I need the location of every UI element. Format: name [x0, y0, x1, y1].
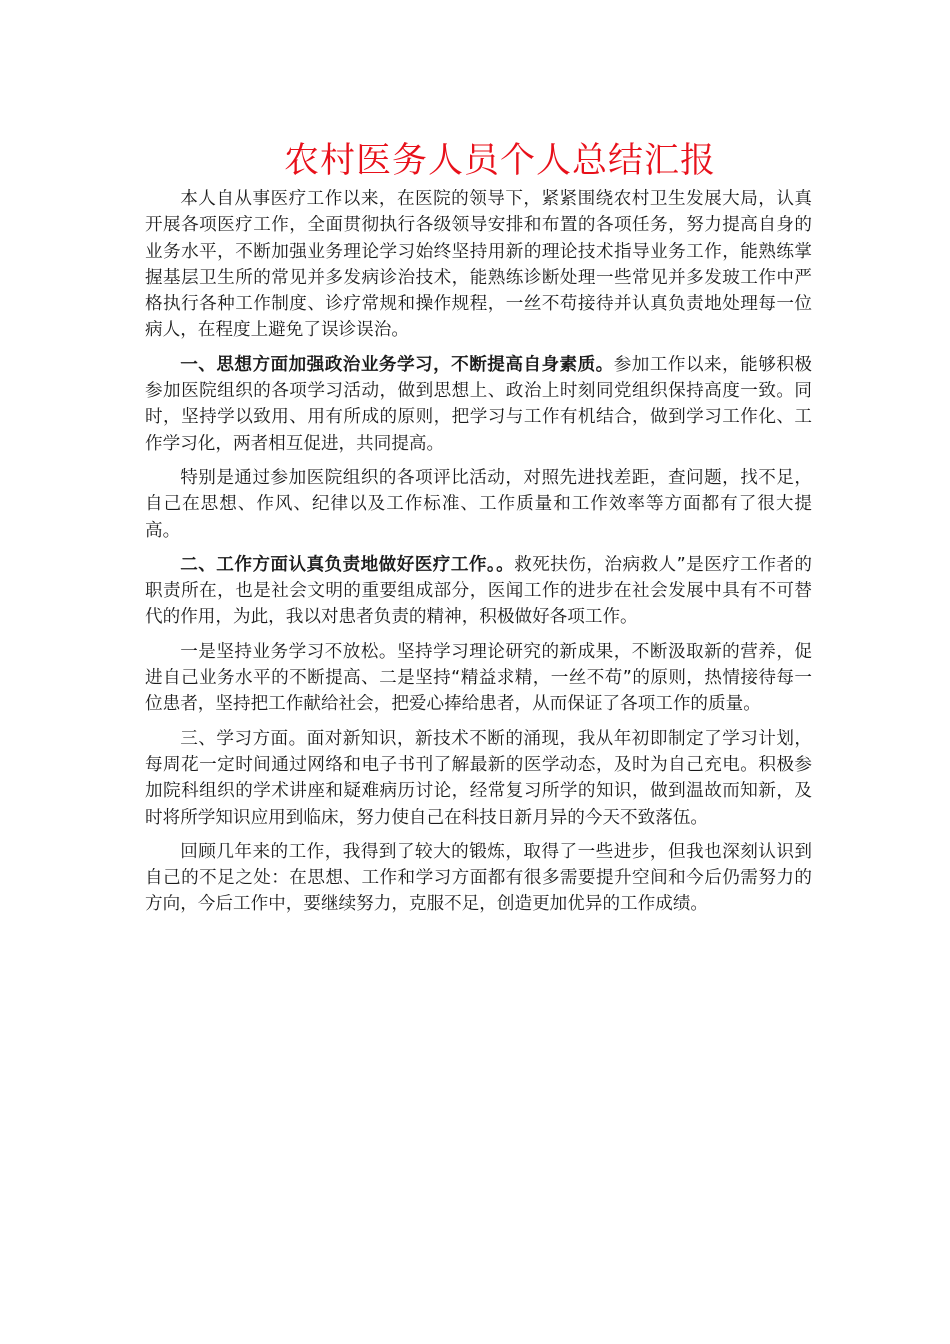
- document-title: 农村医务人员个人总结汇报: [283, 141, 716, 181]
- paragraph-work: [145, 552, 812, 631]
- paragraph-text: 特别是通过参加医院组织的各项评比活动，对照先进找差距，查问题，找不足，自己在思想、作风、纪律以及工作标准、工作质量和工作效率等方面都有了很大提高。: [145, 467, 812, 541]
- paragraph-text: 回顾几年来的工作，我得到了较大的锻炼，取得了一些进步，但我也深刻认识到自己的不足之处：在思想、工作和学习方面都有很多需要提升空间和今后仍需努力的方向，今后工作中，要继续努力，克服不足，创造更加优异的工作成绩。: [145, 841, 812, 915]
- paragraph-heading: 一、思想方面加强政治业务学习，不断提高自身素质。: [180, 354, 614, 375]
- paragraph-study-practice: [145, 639, 812, 718]
- paragraph-evaluation: [145, 465, 812, 544]
- document-body: [145, 186, 812, 926]
- paragraph-intro: [145, 186, 812, 344]
- paragraph-text: 三、学习方面。面对新知识，新技术不断的涌现，我从年初即制定了学习计划，每周花一定时间通过网络和电子书刊了解最新的医学动态，及时为自己充电。积极参加院科组织的学术讲座和疑难病历讨论，经常复习所学的知识，做到温故而知新，及时将所学知识应用到临床，努力使自己在科技日新月异的今天不致落伍。: [145, 728, 812, 828]
- paragraph-thought: [145, 352, 812, 457]
- paragraph-learning: [145, 726, 812, 831]
- paragraph-text: 参加工作以来，能够积极参加医院组织的各项学习活动，做到思想上、政治上时刻同党组织保持高度一致。同时，坚持学以致用、用有所成的原则，把学习与工作有机结合，做到学习工作化、工作学习化，两者相互促进，共同提高。: [145, 354, 812, 454]
- paragraph-text: 救死扶伤，治病救人”是医疗工作者的职责所在，也是社会文明的重要组成部分，医闻工作的进步在社会发展中具有不可替代的作用，为此，我以对患者负责的精神，积极做好各项工作。: [145, 554, 812, 628]
- paragraph-conclusion: [145, 839, 812, 918]
- paragraph-heading: 二、工作方面认真负责地做好医疗工作。。: [180, 554, 515, 575]
- paragraph-text: 一是坚持业务学习不放松。坚持学习理论研究的新成果，不断汲取新的营养，促进自己业务水平的不断提高、二是坚持“精益求精，一丝不苟”的原则，热情接待每一位患者，坚持把工作献给社会，把爱心捧给患者，从而保证了各项工作的质量。: [145, 641, 812, 715]
- paragraph-text: 本人自从事医疗工作以来，在医院的领导下，紧紧围绕农村卫生发展大局，认真开展各项医疗工作，全面贯彻执行各级领导安排和布置的各项任务，努力提高自身的业务水平，不断加强业务理论学习始终坚持用新的理论技术指导业务工作，能熟练掌握基层卫生所的常见并多发病诊治技术，能熟练诊断处理一些常见并多发玻工作中严格执行各种工作制度、诊疗常规和操作规程，一丝不苟接待并认真负责地处理每一位病人，在程度上避免了误诊误治。: [145, 189, 812, 341]
